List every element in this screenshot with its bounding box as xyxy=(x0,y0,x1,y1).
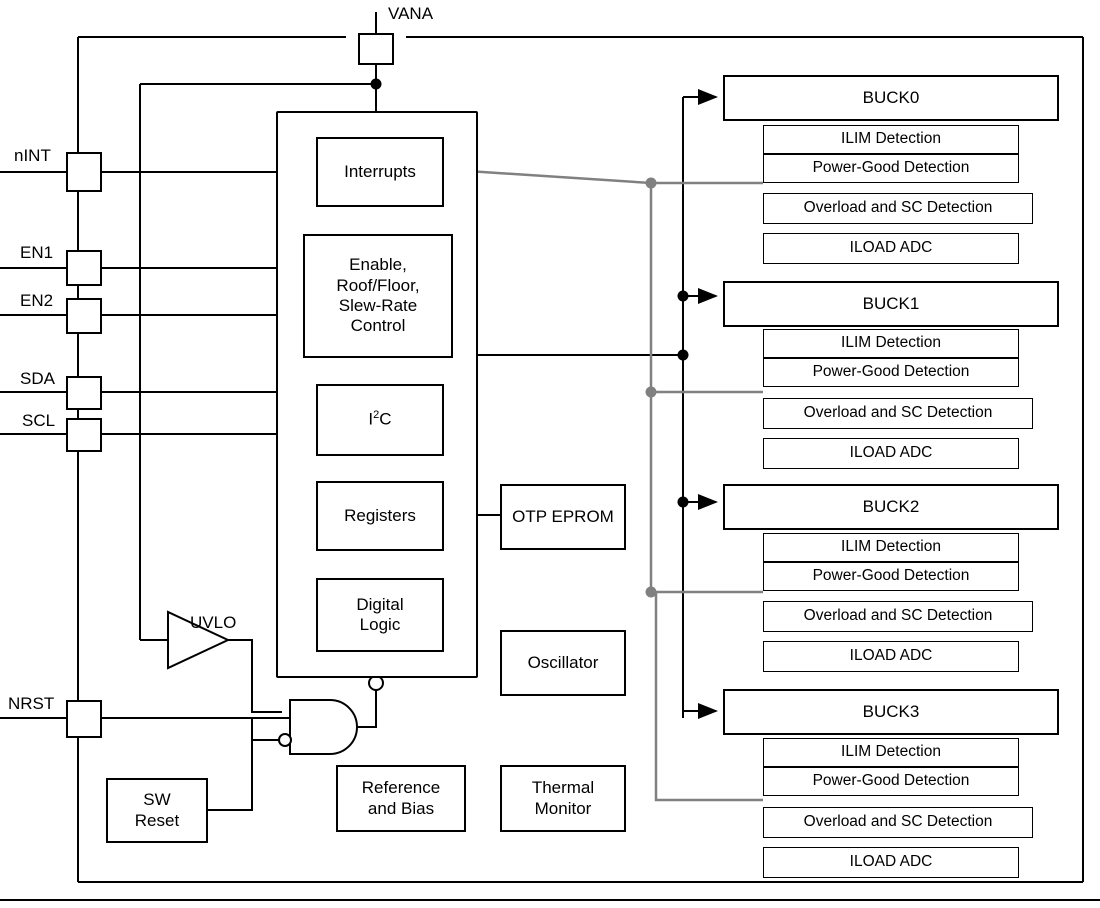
buck0-row-iload-adc xyxy=(763,233,1019,264)
pin-label-scl: SCL xyxy=(22,411,56,430)
block-reference-bias xyxy=(336,765,466,832)
block-digital-logic xyxy=(316,578,444,652)
buck3-row-ilim-detection xyxy=(763,738,1019,767)
buck0-row-0-label: ILIM Detection xyxy=(841,130,941,148)
buck3-row-iload-adc xyxy=(763,847,1019,878)
block-thermal-monitor-label: Thermal Monitor xyxy=(531,778,595,818)
block-otp-eprom-label: OTP EPROM xyxy=(512,506,614,526)
block-thermal-monitor xyxy=(500,765,626,832)
buck1-row-3-label: ILOAD ADC xyxy=(849,444,933,462)
buck0-row-overload-sc-detection xyxy=(763,193,1033,224)
buck1-row-0-label: ILIM Detection xyxy=(841,334,941,352)
pin-label-nint: nINT xyxy=(14,146,51,165)
pin-label-en2: EN2 xyxy=(20,291,54,310)
buck1-row-2-label: Overload and SC Detection xyxy=(803,404,993,422)
buck3-row-overload-sc-detection xyxy=(763,807,1033,838)
pin-label-en1: EN1 xyxy=(20,243,54,262)
block-registers-label: Registers xyxy=(344,505,416,525)
block-sw-reset xyxy=(106,778,208,843)
block-otp-eprom xyxy=(500,484,626,550)
pin-pad-en2 xyxy=(66,298,102,334)
block-registers xyxy=(316,481,444,551)
buck2-row-2-label: Overload and SC Detection xyxy=(803,607,993,625)
block-i2c-label: $I^2C$ xyxy=(368,409,392,430)
block-interrupts xyxy=(316,137,444,207)
buck1-row-power-good-detection xyxy=(763,358,1019,387)
uvlo-label: UVLO xyxy=(190,613,237,632)
block-buck3-title: BUCK3 xyxy=(862,701,920,721)
buck0-row-1-label: Power-Good Detection xyxy=(812,159,970,177)
buck3-row-1-label: Power-Good Detection xyxy=(812,772,970,790)
block-buck2-title: BUCK2 xyxy=(862,496,920,516)
pin-pad-en1 xyxy=(66,250,102,286)
buck2-row-3-label: ILOAD ADC xyxy=(849,647,933,665)
buck0-row-2-label: Overload and SC Detection xyxy=(803,199,993,217)
buck2-row-overload-sc-detection xyxy=(763,601,1033,632)
buck1-row-ilim-detection xyxy=(763,329,1019,358)
pin-label-vana: VANA xyxy=(388,4,434,23)
buck0-row-power-good-detection xyxy=(763,154,1019,183)
block-oscillator xyxy=(500,630,626,696)
buck2-row-ilim-detection xyxy=(763,533,1019,562)
block-digital-logic-label: Digital Logic xyxy=(356,594,404,634)
buck1-row-iload-adc xyxy=(763,438,1019,469)
block-buck0 xyxy=(723,75,1059,121)
buck2-row-0-label: ILIM Detection xyxy=(841,538,941,556)
block-interrupts-label: Interrupts xyxy=(344,161,416,181)
block-buck1-title: BUCK1 xyxy=(862,293,920,313)
buck2-row-1-label: Power-Good Detection xyxy=(812,567,970,585)
buck1-row-1-label: Power-Good Detection xyxy=(812,363,970,381)
buck1-row-overload-sc-detection xyxy=(763,398,1033,429)
block-buck3 xyxy=(723,689,1059,735)
buck2-row-iload-adc xyxy=(763,641,1019,672)
buck3-row-2-label: Overload and SC Detection xyxy=(803,813,993,831)
pin-pad-nint xyxy=(66,152,102,192)
block-buck2 xyxy=(723,484,1059,530)
pin-pad-nrst xyxy=(66,700,102,738)
block-i2c xyxy=(316,384,444,456)
buck0-row-3-label: ILOAD ADC xyxy=(849,239,933,257)
pin-label-sda: SDA xyxy=(20,369,55,388)
buck3-row-power-good-detection xyxy=(763,767,1019,796)
buck3-row-0-label: ILIM Detection xyxy=(841,743,941,761)
page-divider xyxy=(0,899,1100,901)
block-buck0-title: BUCK0 xyxy=(862,87,920,107)
pin-pad-sda xyxy=(66,376,102,410)
pin-label-nrst: NRST xyxy=(8,694,55,713)
buck2-row-power-good-detection xyxy=(763,562,1019,591)
block-enable-control-label: Enable, Roof/Floor, Slew-Rate Control xyxy=(336,255,420,336)
buck3-row-3-label: ILOAD ADC xyxy=(849,853,933,871)
block-reference-bias-label: Reference and Bias xyxy=(361,778,441,818)
buck0-row-ilim-detection xyxy=(763,125,1019,154)
block-oscillator-label: Oscillator xyxy=(527,652,599,672)
block-buck1 xyxy=(723,281,1059,327)
pin-pad-scl xyxy=(66,418,102,452)
pin-pad-vana xyxy=(358,33,394,65)
block-enable-control xyxy=(303,234,453,358)
block-sw-reset-label: SW Reset xyxy=(134,790,180,830)
